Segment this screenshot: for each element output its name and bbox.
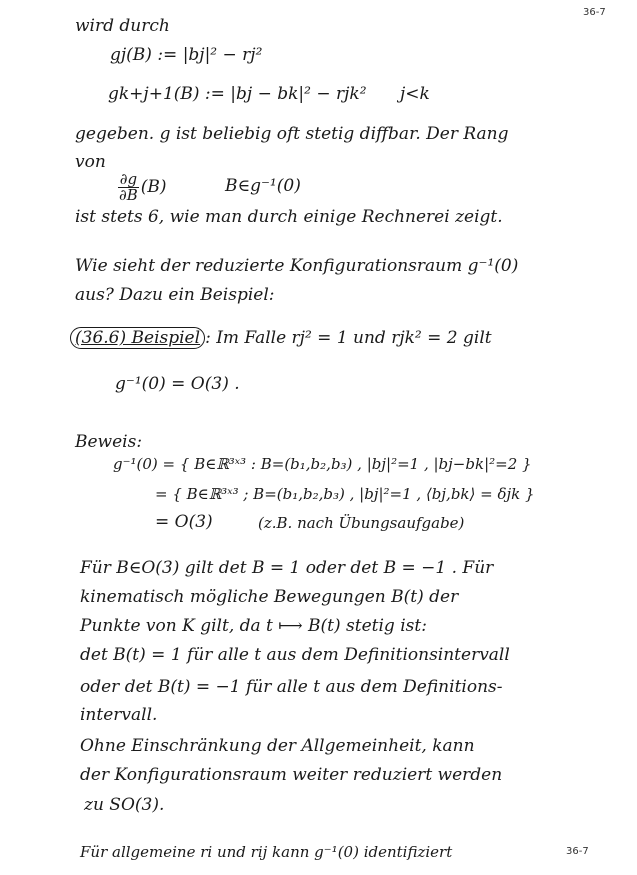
- formula-proof-1: g⁻¹(0) = { B∈ℝ³ˣ³ : B=(b₁,b₂,b₃) , |bj|²=1 , |bj−bk|²=2 }: [113, 455, 532, 473]
- example-heading: (36.6) Beispiel : Im Falle rj² = 1 und rjk² = 2 gilt: [70, 328, 492, 348]
- page-number-bottom: 36-7: [566, 846, 589, 857]
- formula-preimage: B∈g⁻¹(0): [225, 176, 301, 196]
- formula-gkj: gk+j+1(B) := |bj − bk|² − rjk²: [108, 84, 367, 104]
- formula-proof-2: = { B∈ℝ³ˣ³ ; B=(b₁,b₂,b₃) , |bj|²=1 , ⟨bj,bk⟩ = δjk }: [155, 485, 535, 503]
- text-line: ist stets 6, wie man durch einige Rechnerei zeigt.: [75, 207, 503, 227]
- text-line: gegeben. g ist beliebig oft stetig diffbar. Der Rang: [75, 124, 509, 144]
- page-number-top: 36-7: [583, 7, 606, 18]
- text-line: Für allgemeine ri und rij kann g⁻¹(0) identifiziert: [80, 843, 453, 861]
- proof-heading: Beweis:: [75, 432, 143, 452]
- text-line: kinematisch mögliche Bewegungen B(t) der: [80, 587, 459, 607]
- text-line: der Konfigurationsraum weiter reduziert werden: [80, 765, 503, 785]
- text-line: det B(t) = 1 für alle t aus dem Definitionsintervall: [80, 645, 510, 665]
- text-line: wird durch: [75, 16, 170, 36]
- partial-derivative: $\frac{\partial g}{\partial B}$: [119, 170, 138, 204]
- formula-gj: gj(B) := |bj|² − rj²: [110, 45, 263, 65]
- formula-rank: $\frac{\partial g}{\partial B}$ (B): [119, 170, 167, 204]
- text-line: Für B∈O(3) gilt det B = 1 oder det B = −1 . Für: [80, 558, 494, 578]
- text-line: aus? Dazu ein Beispiel:: [75, 285, 275, 305]
- text-line: Punkte von K gilt, da t ⟼ B(t) stetig ist:: [80, 616, 427, 636]
- formula-result: g⁻¹(0) = O(3) .: [115, 374, 240, 394]
- text-line: zu SO(3).: [84, 795, 165, 815]
- formula-proof-3: = O(3): [155, 512, 213, 532]
- text-line: intervall.: [80, 705, 158, 725]
- formula-condition: j<k: [400, 84, 430, 104]
- text-line: oder det B(t) = −1 für alle t aus dem Definitions-: [80, 677, 503, 697]
- example-label: (36.6) Beispiel: [70, 327, 205, 349]
- text-line: Ohne Einschränkung der Allgemeinheit, kann: [80, 736, 475, 756]
- text-line: Wie sieht der reduzierte Konfigurationsraum g⁻¹(0): [75, 256, 519, 276]
- text-line: von: [75, 152, 106, 172]
- proof-remark: (z.B. nach Übungsaufgabe): [258, 514, 465, 532]
